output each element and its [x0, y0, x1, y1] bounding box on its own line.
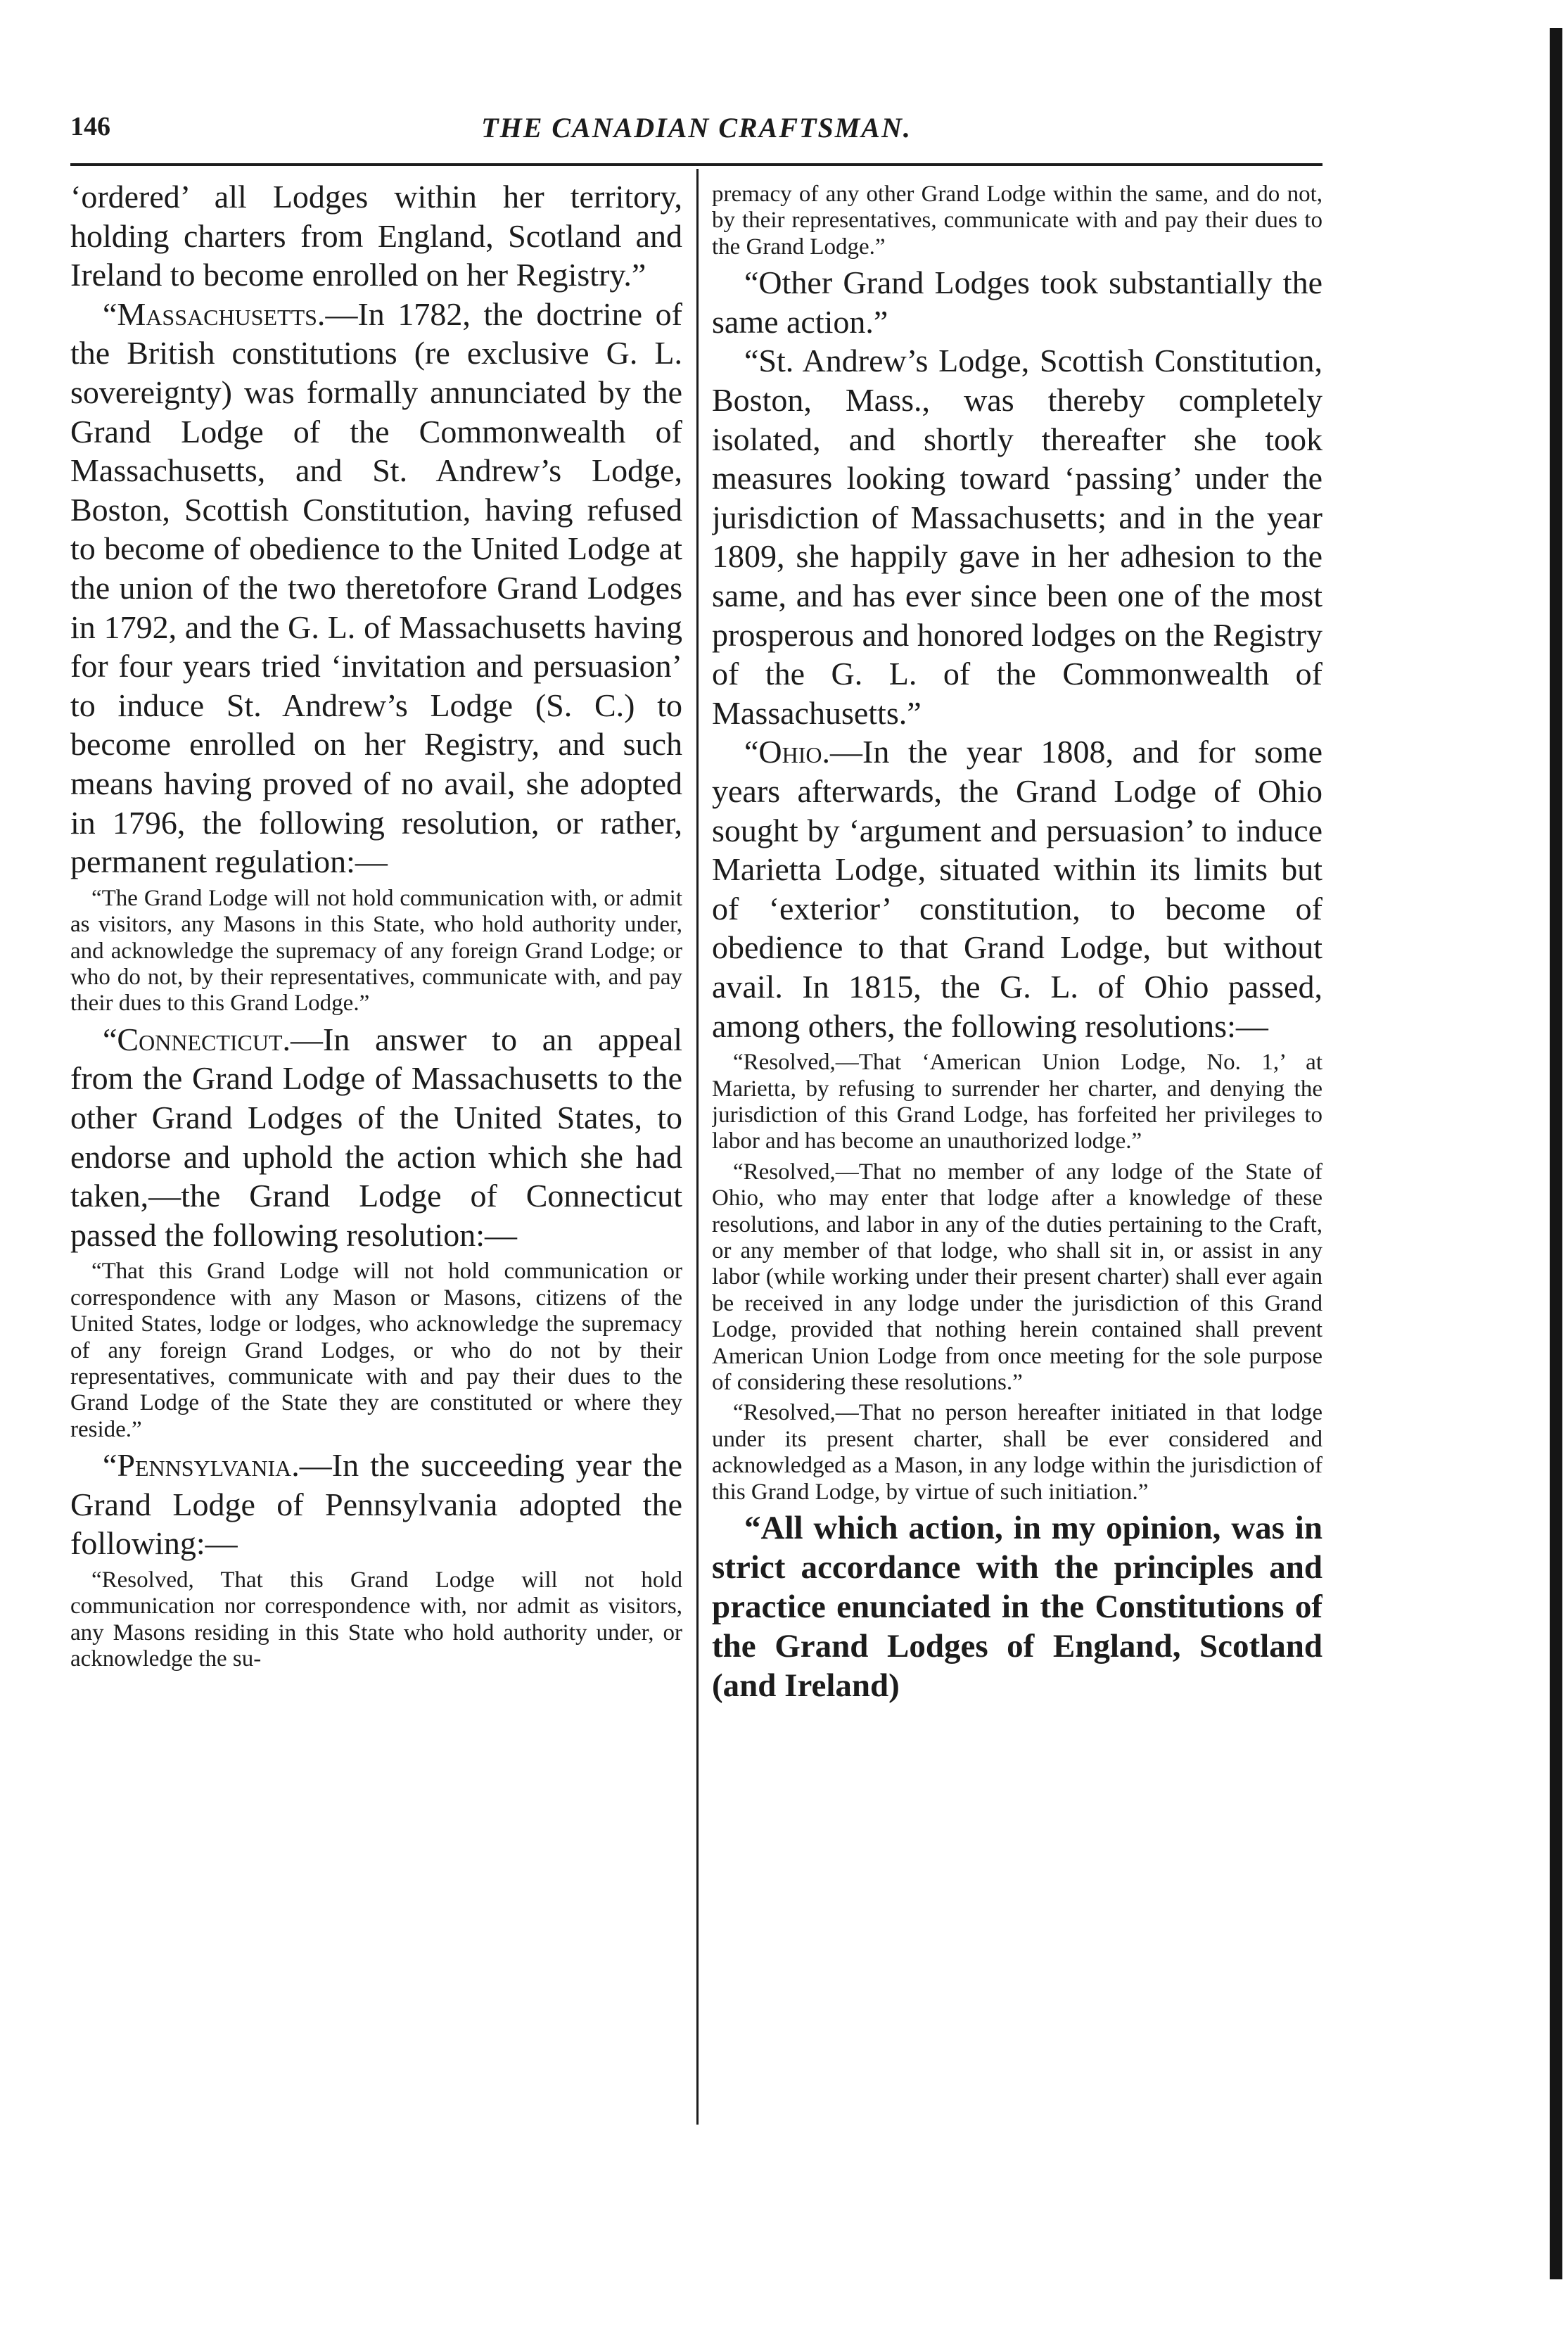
column-divider [696, 169, 699, 2125]
paragraph: “St. Andrew’s Lodge, Scottish Constitution, Boston, Mass., was thereby completely isolated, and shortly thereafter she took measures looking toward ‘passing’ under the jurisdiction of Massachusetts; and in the year 1809, she happily gave in her adhesion to the same, and has ever since been one of the most prosperous and honored lodges on the Registry of the G. L. of the Commonwealth of Massachusetts.” [712, 343, 1322, 731]
paragraph: ‘ordered’ all Lodges within her territory, holding charters from England, Scotland and Ireland to become enrolled on her Registry.” [70, 179, 682, 293]
block-quote: “Resolved,—That ‘American Union Lodge, No. 1,’ at Marietta, by refusing to surrender her charter, and denying the jurisdiction of this Grand Lodge, has forfeited her privileges to labor and has become an unauthorized lodge.” [712, 1050, 1322, 1154]
section-lead: “Ohio. [744, 734, 831, 770]
header-rule [70, 163, 1322, 166]
paragraph-text: —In the year 1808, and for some years afterwards, the Grand Lodge of Ohio sought by ‘argument and persuasion’ to induce Marietta Lodge, situated within its limits but of ‘exterior’ constitution, to become of obedience to that Grand Lodge, but without avail. In 1815, the G. L. of Ohio passed, among others, the following resolutions:— [712, 734, 1322, 1044]
section-lead: “Massachusetts. [103, 295, 326, 332]
paragraph-text: —In 1782, the doctrine of the British constitutions (re exclusive G. L. sovereignty) was formally annunciated by the Grand Lodge of the Commonwealth of Massachusetts, and St. Andrew’s Lodge, Boston, Scottish Constitution, having refused to become of obedience to the United Lodge at the union of the two theretofore Grand Lodges in 1792, and the G. L. of Massachusetts having for four years tried ‘invitation and persuasion’ to induce St. Andrew’s Lodge (S. C.) to become enrolled on her Registry, and such means having proved of no avail, she adopted in 1796, the following resolution, or rather, permanent regulation:— [70, 295, 682, 880]
page-number: 146 [70, 112, 110, 141]
running-title: THE CANADIAN CRAFTSMAN. [481, 112, 912, 144]
page-header [70, 111, 1322, 153]
block-quote: “The Grand Lodge will not hold communication with, or admit as visitors, any Masons in this State, who hold authority under, and acknowledge the supremacy of any foreign Grand Lodge; or who do not, by their representatives, communicate with, and pay their dues to this Grand Lodge.” [70, 885, 682, 1017]
block-quote: “Resolved,—That no member of any lodge of the State of Ohio, who may enter that lodge after a knowledge of these resolutions, and labor in any of the duties pertaining to the Craft, or any member of that lodge, who shall sit in, or assist in any labor (while working under their present charter) shall ever again be received in any lodge under the jurisdiction of this Grand Lodge, provided that nothing herein contained shall prevent American Union Lodge from once meeting for the sole purpose of considering these resolutions.” [712, 1159, 1322, 1395]
block-quote: “Resolved, That this Grand Lodge will not hold communication nor correspondence with, nor admit as visitors, any Masons residing in this State who hold authority under, or acknowledge the su- [70, 1567, 682, 1672]
binding-edge [1550, 28, 1562, 2279]
block-quote: premacy of any other Grand Lodge within the same, and do not, by their representatives, communicate with and pay their dues to the Grand Lodge.” [712, 182, 1322, 260]
right-column [712, 177, 1322, 2274]
block-quote: “That this Grand Lodge will not hold communication or correspondence with any Mason or Masons, citizens of the United States, lodge or lodges, who acknowledge the supremacy of any foreign Grand Lodges, or who do not by their representatives, communicate with and pay their dues to the Grand Lodge of the State they are constituted or where they reside.” [70, 1259, 682, 1442]
paragraph: “Other Grand Lodges took substantially the same action.” [712, 265, 1322, 340]
paragraph [712, 732, 1322, 1045]
section-lead: “Connecticut. [103, 1021, 291, 1057]
paragraph-text: —In answer to an appeal from the Grand Lodge of Massachusetts to the other Grand Lodges of the United States, to endorse and uphold the action which she had taken,—the Grand Lodge of Connecticut passed the following resolution:— [70, 1021, 682, 1253]
section-lead: “Pennsylvania. [103, 1447, 300, 1484]
left-column [70, 177, 682, 2260]
paragraph [70, 295, 682, 881]
paragraph [70, 1020, 682, 1255]
paragraph-text: —In the succeeding year the Grand Lodge of Pennsylvania adopted the following:— [70, 1447, 682, 1562]
block-quote: “Resolved,—That no person hereafter initiated in that lodge under its present charter, shall be ever considered and acknowledged as a Mason, in any lodge within the jurisdiction of this Grand Lodge, by virtue of such initiation.” [712, 1400, 1322, 1505]
paragraph [70, 1446, 682, 1563]
closing-paragraph: “All which action, in my opinion, was in strict accordance with the principles and practice enunciated in the Constitutions of the Grand Lodges of England, Scotland (and Ireland) [712, 1510, 1322, 1704]
